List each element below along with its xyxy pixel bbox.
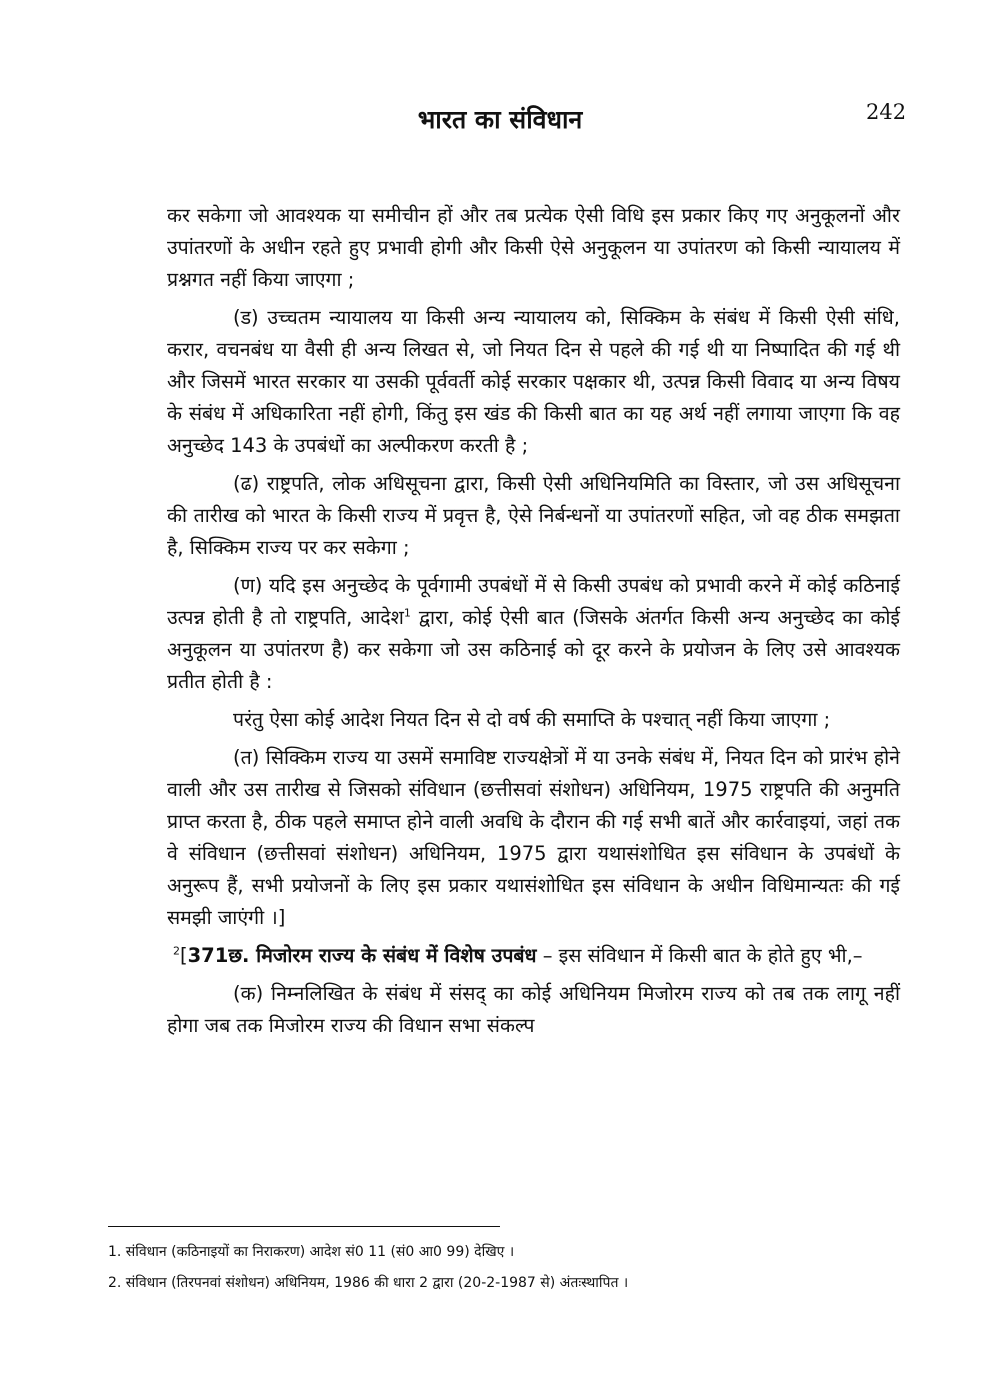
paragraph-proviso: परंतु ऐसा कोई आदेश नियत दिन से दो वर्ष की समाप्ति के पश्चात् नहीं किया जाएगा ; [233, 708, 831, 731]
paragraph-clause-ka: (क) निम्नलिखित के संबंध में संसद् का कोई अधिनियम मिजोरम राज्य को तब तक लागू नहीं होगा जब तक मिजोरम राज्य की विधान सभा संकल्प [167, 982, 900, 1037]
footnote-2: 2. संविधान (तिरपनवां संशोधन) अधिनियम, 1986 की धारा 2 द्वारा (20-2-1987 से) अंतःस्थापित । [108, 1275, 629, 1291]
footnotes [108, 1243, 908, 1305]
footnote-ref-1: 1 [403, 606, 411, 620]
paragraph-clause-da: (ड) उच्चतम न्यायालय या किसी अन्य न्यायालय को, सिक्किम के संबंध में किसी ऐसी संधि, करार, वचनबंध या वैसी ही अन्य लिखत से, जो नियत दिन से पहले की गई थी या निष्पादित की गई थी और जिसमें भारत सरकार या उसकी पूर्ववर्ती कोई सरकार पक्षकार थी, उत्पन्न किसी विवाद या अन्य विषय के संबंध में अधिकारिता नहीं होगी, किंतु इस खंड की किसी बात का यह अर्थ नहीं लगाया जाएगा कि वह अनुच्छेद 143 के उपबंधों का अल्पीकरण करती है ; [167, 306, 900, 457]
footnote-1: 1. संविधान (कठिनाइयों का निराकरण) आदेश सं0 11 (सं0 आ0 99) देखिए । [108, 1244, 515, 1260]
paragraph-continuation: कर सकेगा जो आवश्यक या समीचीन हों और तब प्रत्येक ऐसी विधि इस प्रकार किए गए अनुकूलनों और उपांतरणों के अधीन रहते हुए प्रभावी होगी और किसी ऐसे अनुकूलन या उपांतरण को किसी न्यायालय में प्रश्नगत नहीं किया जाएगा ; [167, 204, 900, 291]
paragraph-clause-dha: (ढ) राष्ट्रपति, लोक अधिसूचना द्वारा, किसी ऐसी अधिनियमिति का विस्तार, जो उस अधिसूचना की तारीख को भारत के किसी राज्य में प्रवृत्त है, ऐसे निर्बन्धनों या उपांतरणों सहित, जो वह ठीक समझता है, सिक्किम राज्य पर कर सकेगा ; [167, 472, 900, 559]
body-text [167, 200, 900, 1048]
article-heading: 371छ. मिजोरम राज्य के संबंध में विशेष उपबंध [187, 944, 537, 967]
footnote-divider [108, 1226, 500, 1227]
article-open-bracket: [ [180, 944, 188, 967]
page-title: भारत का संविधान [417, 105, 583, 134]
paragraph-clause-na [167, 570, 900, 698]
paragraph-clause-ta: (त) सिक्किम राज्य या उसमें समाविष्ट राज्यक्षेत्रों में या उनके संबंध में, नियत दिन को प्रारंभ होने वाली और उस तारीख से जिसको संविधान (छत्तीसवां संशोधन) अधिनियम, 1975 राष्ट्रपति की अनुमति प्राप्त करता है, ठीक पहले समाप्त होने वाली अवधि के दौरान की गई सभी बातें और कार्रवाइयां, जहां तक वे संविधान (छत्तीसवां संशोधन) अधिनियम, 1975 द्वारा यथासंशोधित इस संविधान के उपबंधों के अनुरूप हैं, सभी प्रयोजनों के लिए इस प्रकार यथासंशोधित इस संविधान के अधीन विधिमान्यतः की गई समझी जाएंगी ।] [167, 746, 900, 929]
article-371g [109, 940, 900, 972]
clause-na-text-end: द्वारा, कोई ऐसी बात (जिसके अंतर्गत किसी अन्य अनुच्छेद का कोई अनुकूलन या उपांतरण है) कर सकेगा जो उस कठिनाई को दूर करने के प्रयोजन के लिए उसे आवश्यक प्रतीत होती है : [167, 606, 900, 693]
footnote-ref-2: 2 [173, 944, 180, 958]
clause-na-text-start: (ण) यदि इस अनुच्छेद के पूर्वगामी उपबंधों में से किसी उपबंध को प्रभावी करने में कोई कठिनाई उत्पन्न होती है तो राष्ट्रपति, आदेश [167, 574, 900, 629]
article-intro-text: – इस संविधान में किसी बात के होते हुए भी,– [536, 944, 863, 967]
page-number: 242 [866, 100, 907, 124]
